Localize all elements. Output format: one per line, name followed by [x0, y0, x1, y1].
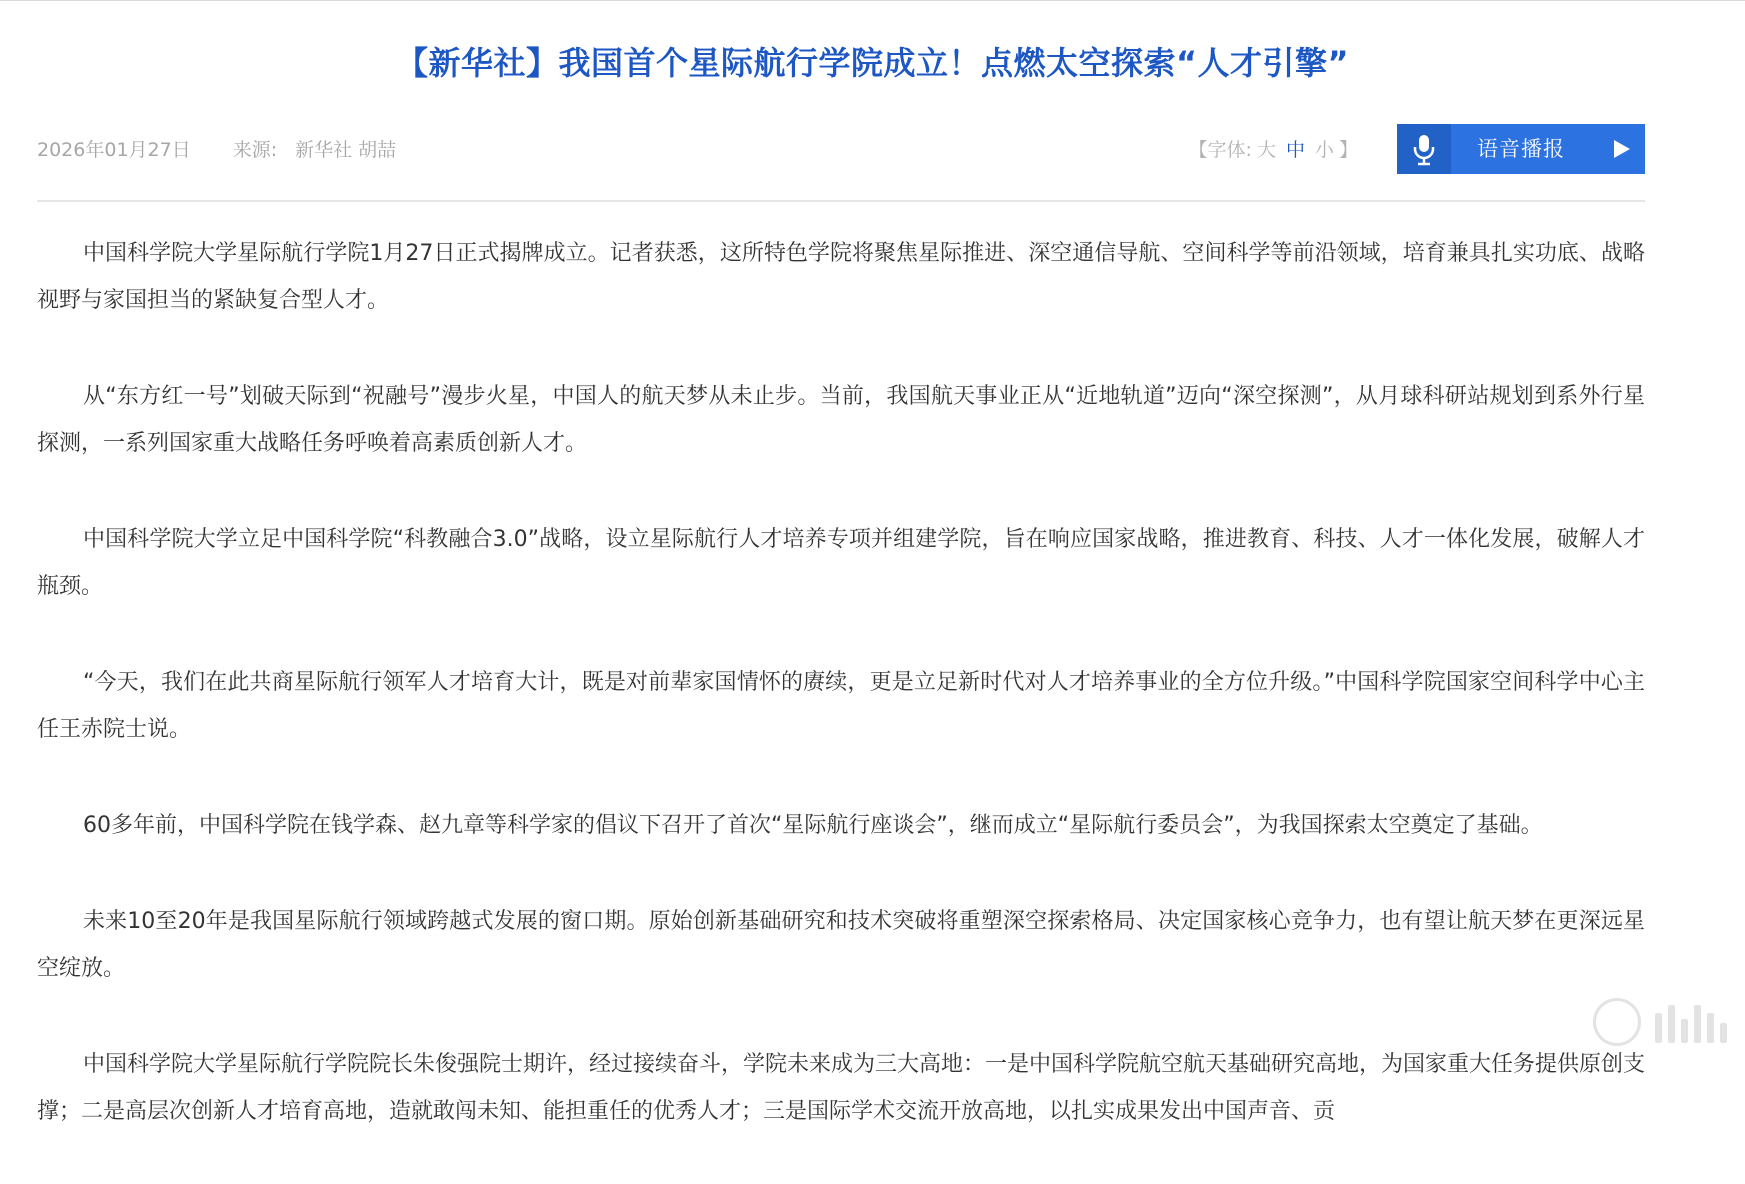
font-size-close-bracket: 】: [1338, 138, 1358, 161]
source-value: 新华社 胡喆: [295, 138, 397, 161]
article-paragraph: “今天，我们在此共商星际航行领军人才培育大计，既是对前辈家国情怀的赓续，更是立足新时代对人才培养事业的全方位升级。”中国科学院国家空间科学中心主任王赤院士说。: [37, 670, 1645, 742]
microphone-icon: [1412, 134, 1436, 166]
watermark-bubble-icon: [1593, 998, 1641, 1046]
source-label: 来源:: [232, 138, 278, 161]
font-size-medium-option[interactable]: 中: [1285, 138, 1305, 161]
watermark-logo: [1497, 992, 1727, 1052]
article-paragraph: 从“东方红一号”划破天际到“祝融号”漫步火星，中国人的航天梦从未止步。当前，我国航天事业正从“近地轨道”迈向“深空探测”，从月球科研站规划到系外行星探测，一系列国家重大战略任务呼唤着高素质创新人才。: [37, 384, 1645, 456]
article-paragraph: 中国科学院大学星际航行学院院长朱俊强院士期许，经过接续奋斗，学院未来成为三大高地：一是中国科学院航空航天基础研究高地，为国家重大任务提供原创支撑；二是高层次创新人才培育高地，造就敢闯未知、能担重任的优秀人才；三是国际学术交流开放高地，以扎实成果发出中国声音、贡: [37, 1052, 1646, 1124]
article-body: [37, 230, 1645, 1184]
article-meta-row: [37, 128, 1645, 180]
article-paragraph: 未来10至20年是我国星际航行领域跨越式发展的窗口期。原始创新基础研究和技术突破将重塑深空探索格局、决定国家核心竞争力，也有望让航天梦在更深远星空绽放。: [37, 909, 1645, 981]
play-triangle-icon: [1613, 139, 1631, 159]
font-size-large-option[interactable]: 大: [1256, 138, 1276, 161]
article-meta: [37, 128, 396, 168]
watermark-bars-icon: [1649, 1001, 1727, 1043]
voice-broadcast-label: 语音播报: [1477, 137, 1565, 161]
article-paragraph: 60多年前，中国科学院在钱学森、赵九章等科学家的倡议下召开了首次“星际航行座谈会”，继而成立“星际航行委员会”，为我国探索太空奠定了基础。: [83, 813, 1543, 838]
article-paragraph: 中国科学院大学立足中国科学院“科教融合3.0”战略，设立星际航行人才培养专项并组建学院，旨在响应国家战略，推进教育、科技、人才一体化发展，破解人才瓶颈。: [37, 527, 1645, 599]
article-paragraph: 中国科学院大学星际航行学院1月27日正式揭牌成立。记者获悉，这所特色学院将聚焦星际推进、深空通信导航、空间科学等前沿领域，培育兼具扎实功底、战略视野与家国担当的紧缺复合型人才。: [37, 241, 1645, 313]
font-size-control: [1189, 128, 1358, 168]
article-title: 【新华社】我国首个星际航行学院成立！点燃太空探索“人才引擎”: [395, 44, 1350, 83]
top-border: [0, 0, 1745, 1]
font-size-small-option[interactable]: 小: [1314, 138, 1334, 161]
microphone-icon-box: [1397, 124, 1451, 174]
header-divider: [37, 200, 1645, 202]
publish-date: 2026年01月27日: [37, 138, 191, 161]
font-size-label: 【字体:: [1188, 138, 1252, 161]
voice-broadcast-button[interactable]: [1397, 124, 1645, 174]
